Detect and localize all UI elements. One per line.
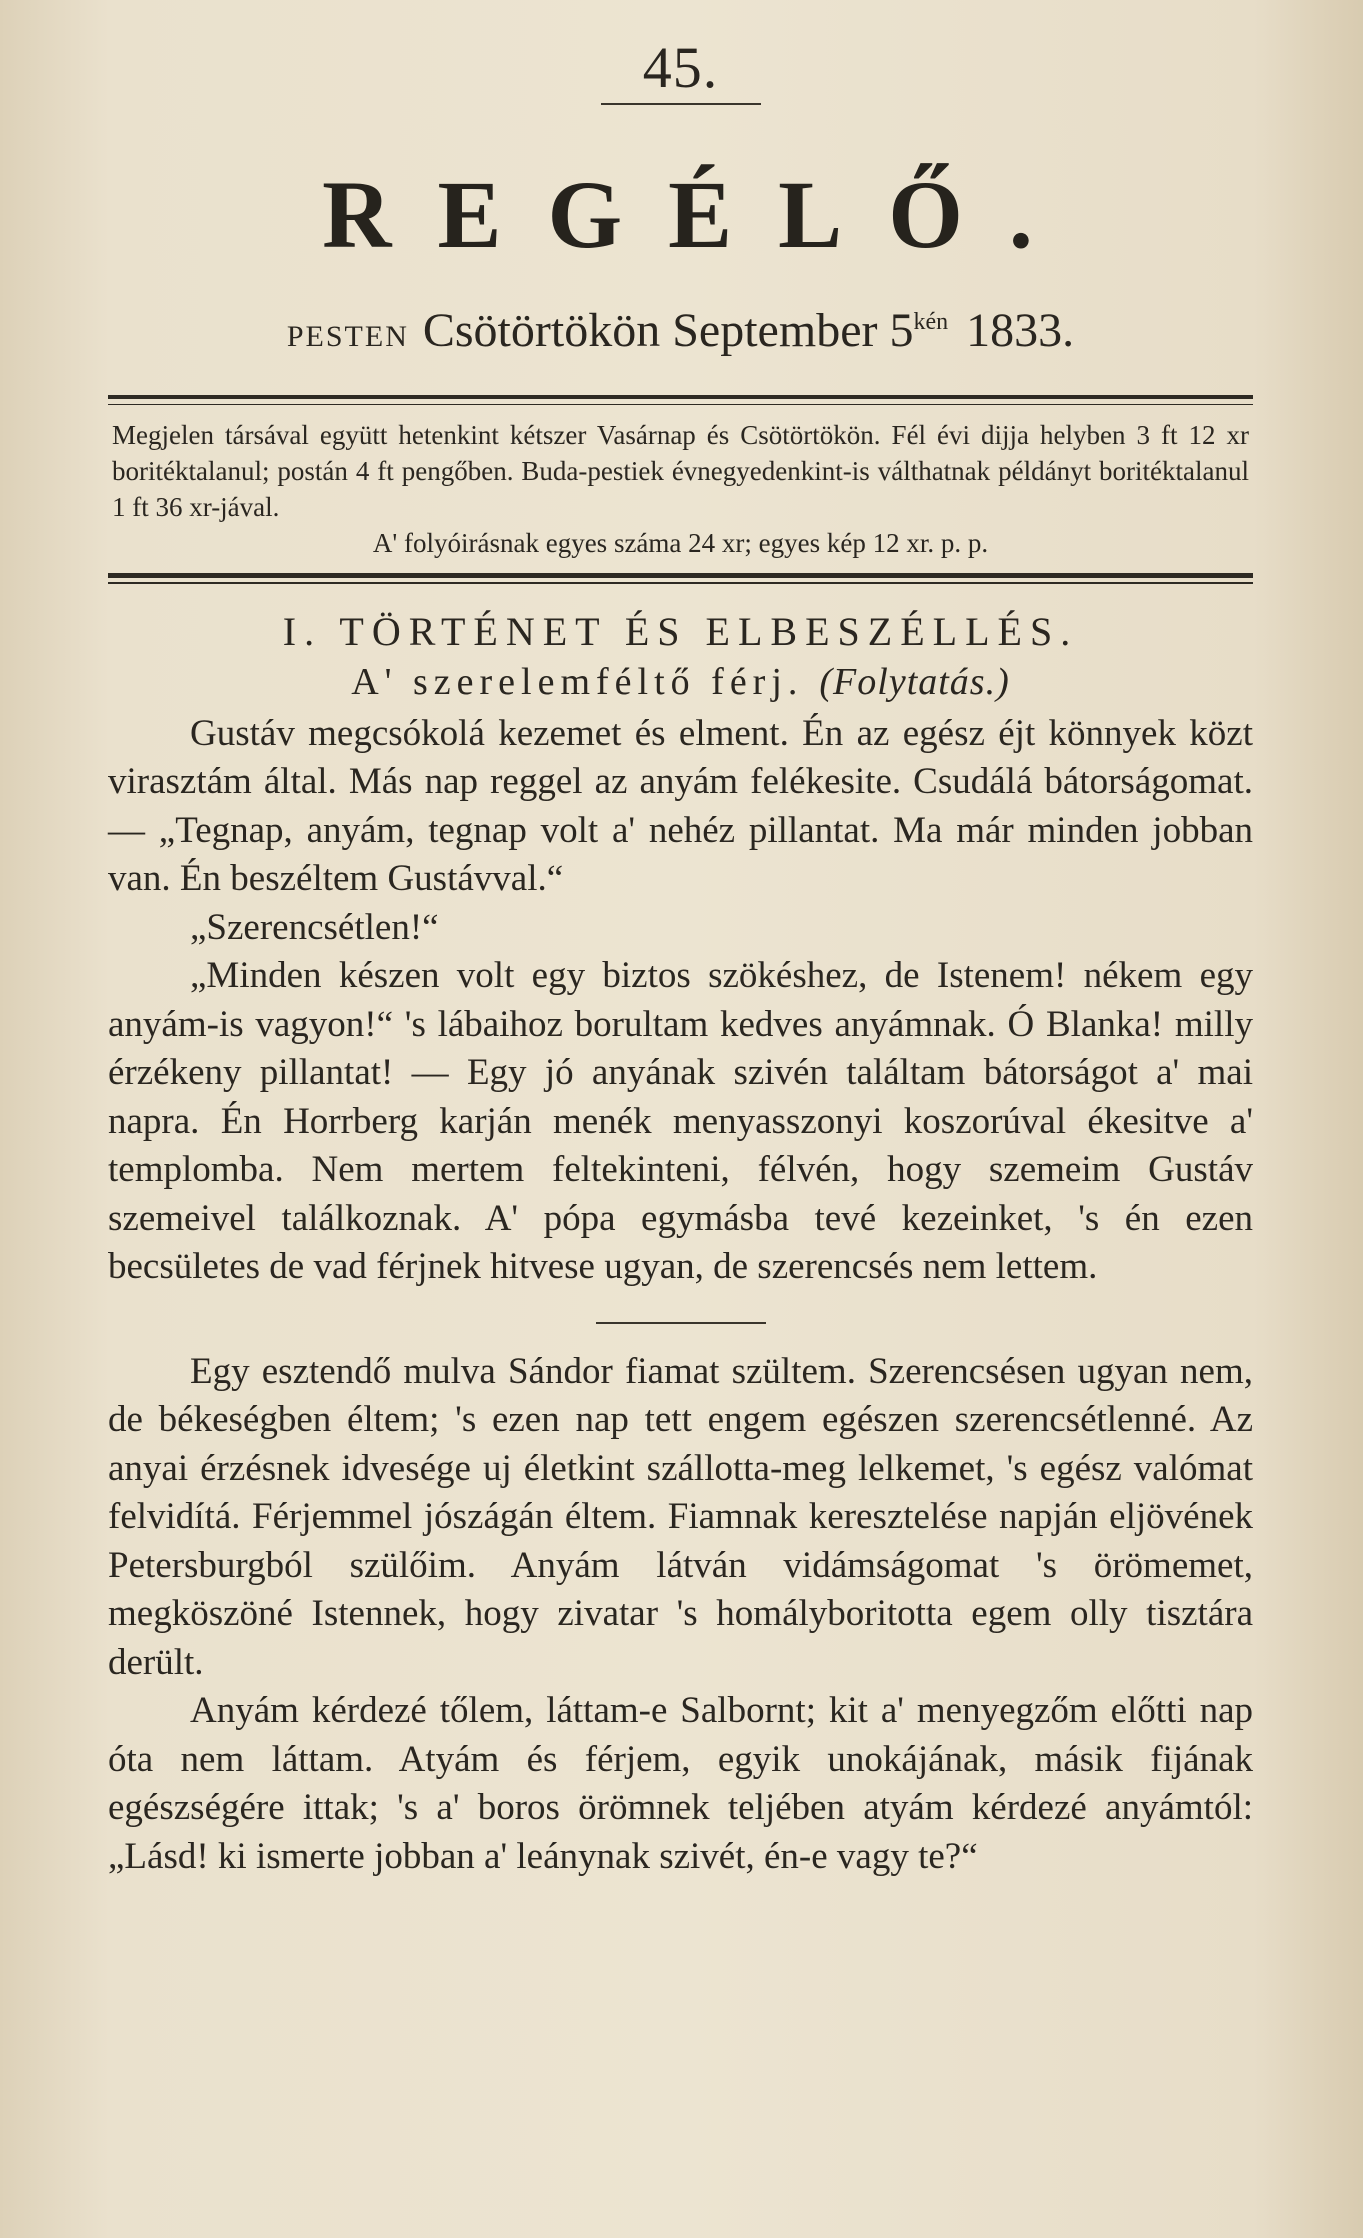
dateline-date-suffix: kén bbox=[913, 309, 949, 335]
notice-line: Megjelen társával együtt hetenkint kétszer Vasárnap és Csötörtökön. Fél évi dijja helyben 3 ft 12 xr boritéktalanul; postán 4 ft pengőben. Buda-pestiek évnegyedenkint-is válthatnak példányt boritéktalanul 1 ft 36 xr-jával. bbox=[112, 420, 1249, 522]
article-title: A' szerelemféltő férj. bbox=[351, 661, 804, 703]
issue-number-rule bbox=[601, 103, 761, 105]
dateline-year: 1833. bbox=[966, 304, 1075, 357]
masthead-title: REGÉLŐ. bbox=[322, 161, 1079, 268]
issue-number: 45. bbox=[642, 35, 719, 100]
subscription-notice bbox=[112, 417, 1249, 561]
notice-rule-thick bbox=[108, 573, 1253, 578]
section-heading: I. TÖRTÉNET ÉS ELBESZÉLLÉS. bbox=[282, 609, 1079, 654]
article-body-part2 bbox=[108, 1348, 1253, 1882]
header-rule-thin bbox=[108, 404, 1253, 405]
dateline-city: PESTEN bbox=[286, 320, 409, 353]
notice-rule-thin bbox=[108, 582, 1253, 584]
paragraph: Gustáv megcsókolá kezemet és elment. Én az egész éjt könnyek közt virasztám által. Más nap reggel az anyám felékesite. Csudálá bátorságomat. — „Tegnap, anyám, tegnap volt a' nehéz pillantat. Ma már minden jobban van. Én beszéltem Gustávval.“ bbox=[108, 712, 1253, 900]
header-rule-thick bbox=[108, 395, 1253, 399]
notice-line: A' folyóirásnak egyes száma 24 xr; egyes kép 12 xr. p. p. bbox=[372, 528, 989, 558]
article-body-part1 bbox=[108, 710, 1253, 1292]
paragraph: „Szerencsétlen!“ bbox=[190, 906, 439, 948]
section-separator bbox=[596, 1322, 766, 1324]
paragraph: Anyám kérdezé tőlem, láttam-e Salbornt; kit a' menyegzőm előtti nap óta nem láttam. Atyám és férjem, egyik unokájának, másik fijának egészségére ittak; 's a' boros örömnek teljében atyám kérdezé anyámtól: „Lásd! ki ismerte jobban a' leánynak szivét, én-e vagy te?“ bbox=[108, 1690, 1253, 1877]
dateline bbox=[108, 304, 1253, 357]
article-subtitle bbox=[108, 660, 1253, 706]
dateline-date: Csötörtökön September 5 bbox=[422, 304, 914, 357]
continuation-note: (Folytatás.) bbox=[819, 661, 1010, 703]
paragraph: Egy esztendő mulva Sándor fiamat szültem. Szerencsésen ugyan nem, de békeségben éltem; 's ezen nap tett engem egészen szerencsétlenné. Az anyai érzésnek idvesége uj életkint szállotta-meg lelkemet, 's egész valómat felvidítá. Férjemmel jószágán éltem. Fiamnak keresztelése napján eljövének Petersburgból szülőim. Anyám látván vidámságomat 's örömemet, megköszöné Istennek, hogy zivatar 's homályboritotta egem olly tisztára derült. bbox=[108, 1350, 1253, 1683]
paragraph: „Minden készen volt egy biztos szökéshez, de Istenem! nékem egy anyám-is vagyon!“ 's lábaihoz borultam kedves anyámnak. Ó Blanka! milly érzékeny pillantat! — Egy jó anyának szivén találtam bátorságot a' mai napra. Én Horrberg karján menék menyasszonyi koszorúval ékesitve a' templomba. Nem mertem feltekinteni, félvén, hogy szemeim Gustáv szemeivel találkoznak. A' pópa egymásba tevé kezeinket, 's én ezen becsületes de vad férjnek hitvese ugyan, de szerencsés nem lettem. bbox=[108, 955, 1253, 1288]
